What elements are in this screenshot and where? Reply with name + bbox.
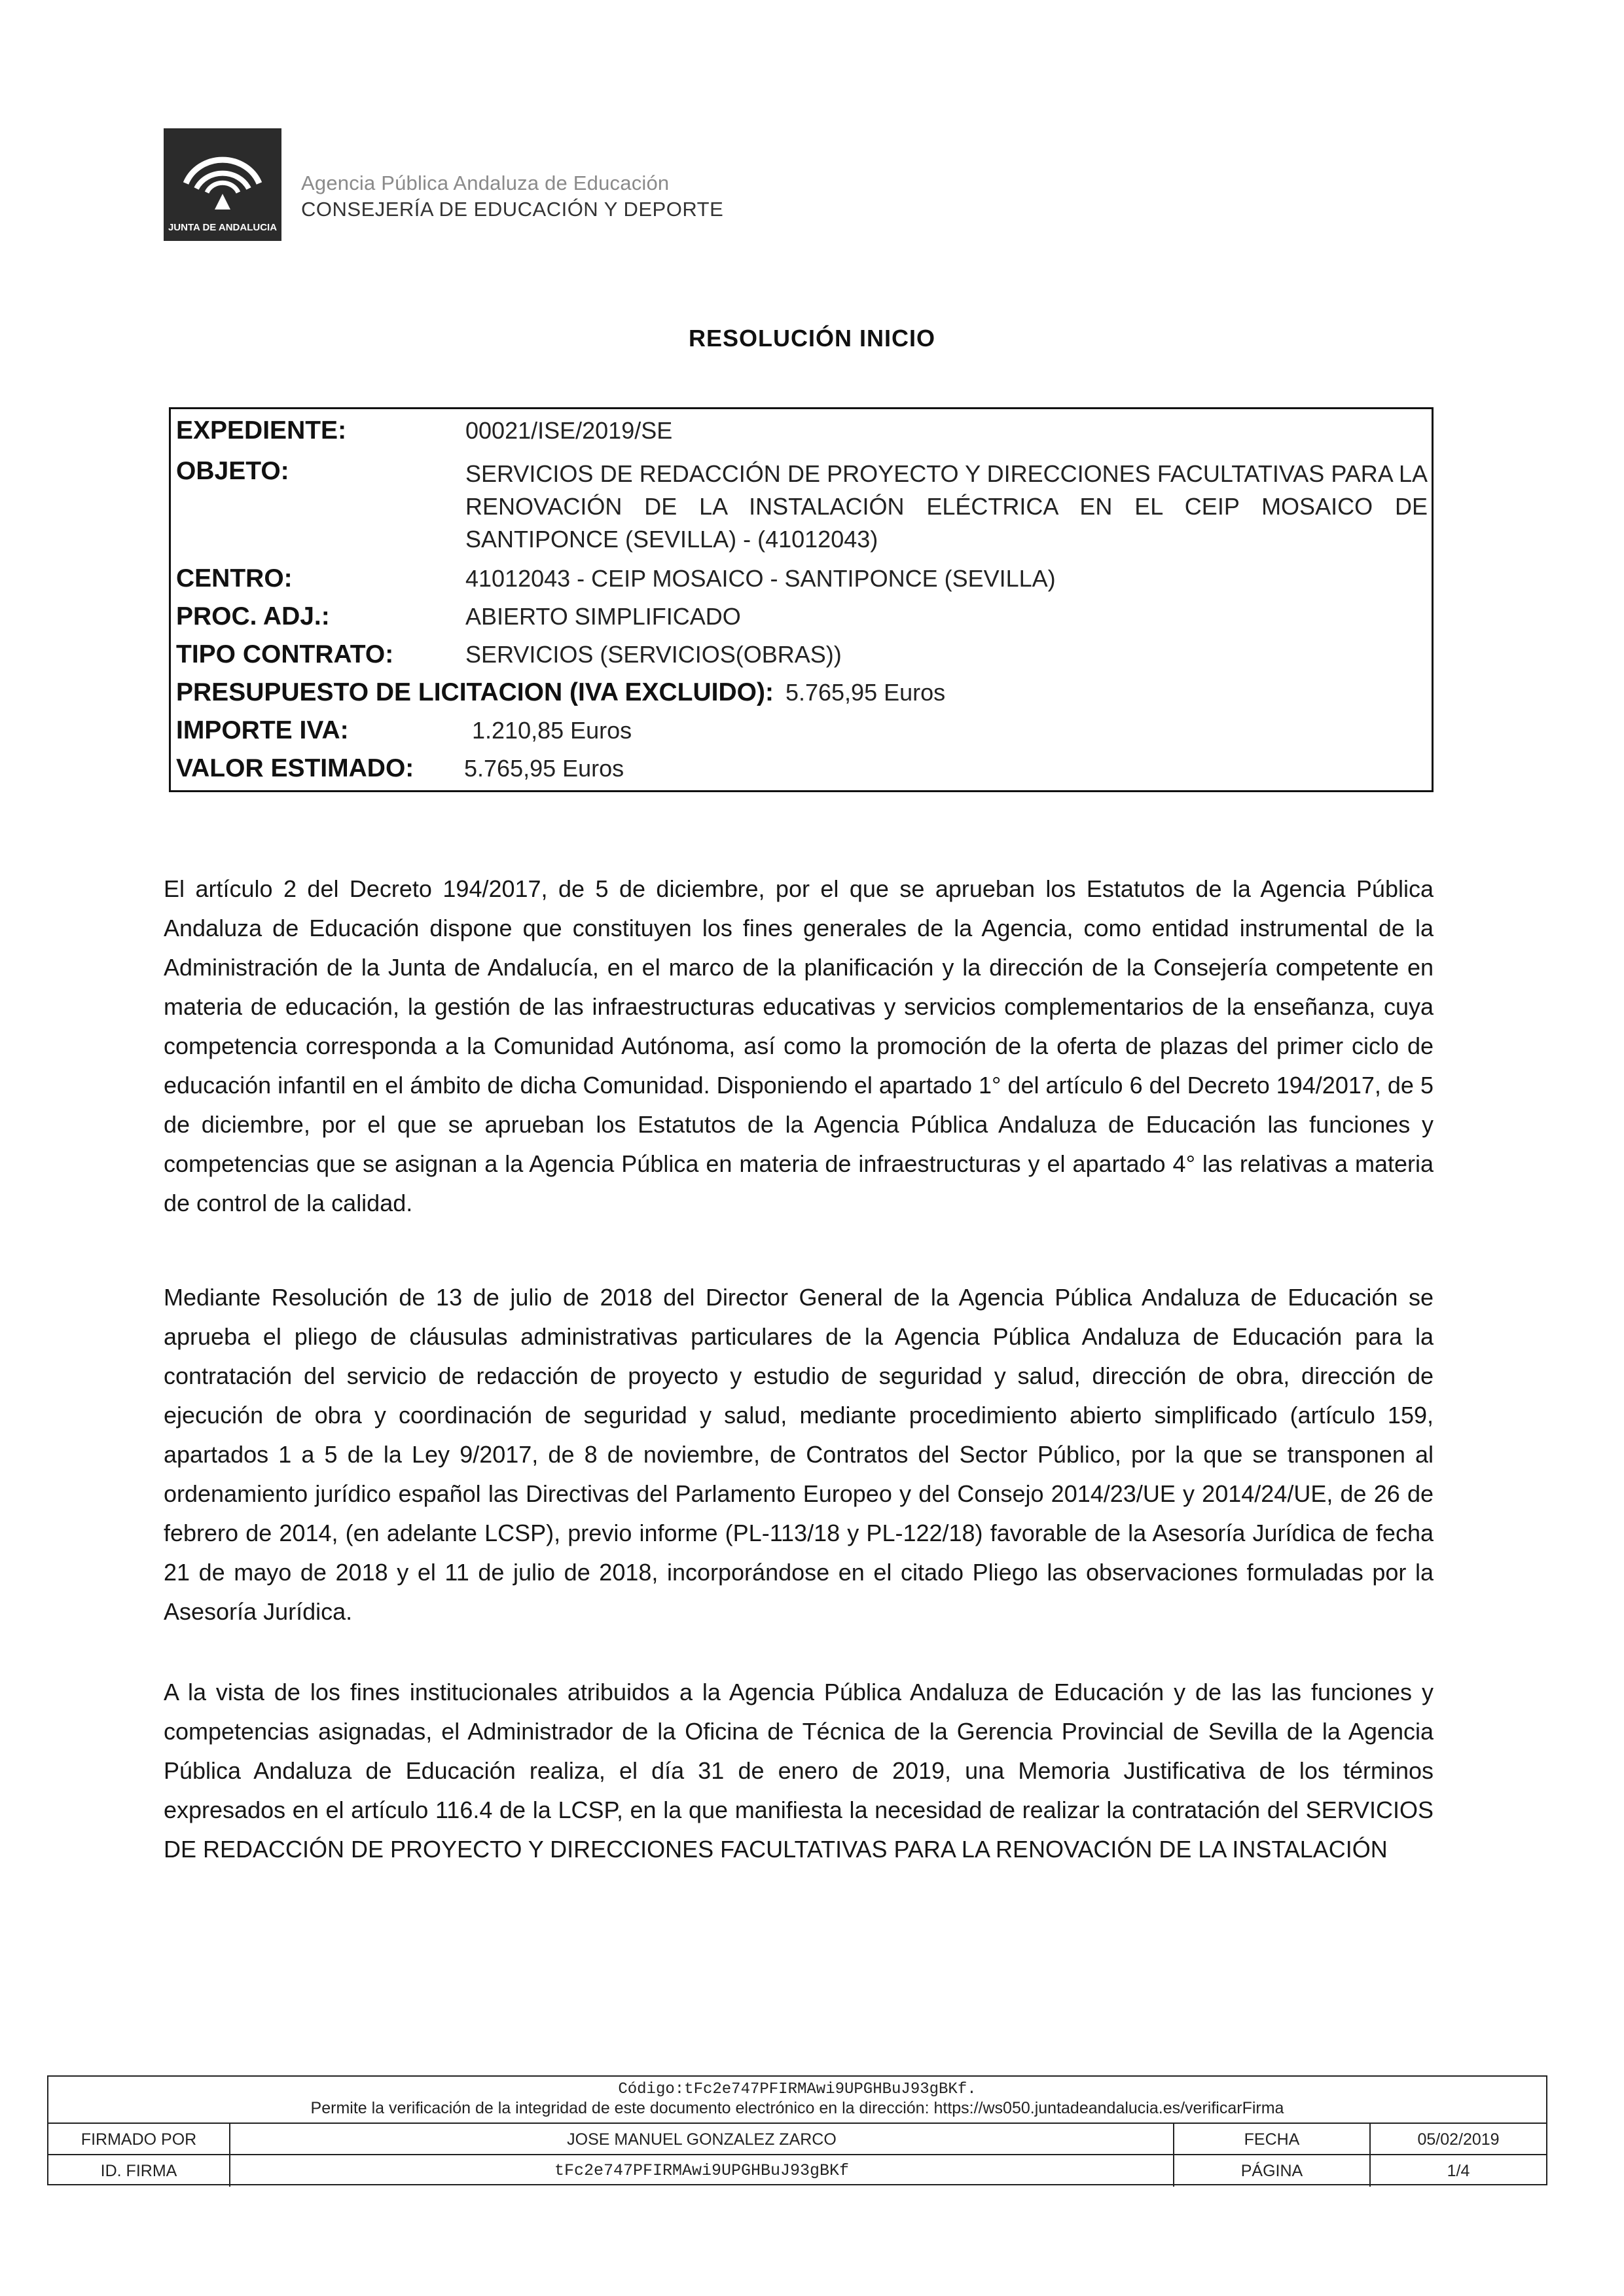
- junta-de-andalucia-logo: [164, 128, 281, 241]
- importe-iva-value: 1.210,85 Euros: [472, 717, 632, 744]
- date-value: 05/02/2019: [1369, 2124, 1546, 2155]
- signature-id-row: [48, 2154, 1546, 2187]
- signature-footer: [47, 2075, 1547, 2185]
- tipo-contrato-value: SERVICIOS (SERVICIOS(OBRAS)): [465, 641, 842, 668]
- verification-code: Código:tFc2e747PFIRMAwi9UPGHBuJ93gBKf.: [618, 2081, 977, 2098]
- signature-id-value: tFc2e747PFIRMAwi9UPGHBuJ93gBKf: [229, 2155, 1173, 2187]
- paragraph-3-text: A la vista de los fines institucionales atribuidos a la Agencia Pública Andaluza de Educación y de las las funciones y competencias asignadas, el Administrador de la Oficina de Técnica de la Gerencia Provincial de Sevilla de la Agencia Pública Andaluza de Educación realiza, el día 31 de enero de 2019, una Memoria Justificativa de los términos expresados en el artículo 116.4 de la LCSP, en la que manifiesta la necesidad de realizar la contratación del SERVICIOS DE REDACCIÓN DE PROYECTO Y DIRECCIONES FACULTATIVAS PARA LA RENOVACIÓN DE LA INSTALACIÓN: [164, 1679, 1434, 1863]
- document-title: RESOLUCIÓN INICIO: [688, 325, 936, 352]
- ministry-name: CONSEJERÍA DE EDUCACIÓN Y DEPORTE: [301, 198, 724, 221]
- paragraph-3: [164, 1673, 1434, 1869]
- paragraph-1: [164, 869, 1434, 1223]
- logo-text: JUNTA DE ANDALUCIA: [168, 222, 278, 233]
- date-label: FECHA: [1173, 2124, 1369, 2155]
- signed-by-row: [48, 2123, 1546, 2155]
- expediente-value: 00021/ISE/2019/SE: [465, 417, 673, 444]
- proc-adj-label: PROC. ADJ.:: [176, 602, 330, 630]
- signature-id-label: ID. FIRMA: [100, 2162, 177, 2180]
- logo-emblem-icon: [164, 128, 281, 241]
- page-number: 1/4: [1369, 2155, 1546, 2187]
- summary-box: [169, 407, 1434, 792]
- paragraph-1-text: El artículo 2 del Decreto 194/2017, de 5 de diciembre, por el que se aprueban los Estatutos de la Agencia Pública Andaluza de Educación dispone que constituyen los fines generales de la Agencia, como entidad instrumental de la Administración de la Junta de Andalucía, en el marco de la planificación y la dirección de la Consejería competente en materia de educación, la gestión de las infraestructuras educativas y servicios complementarios de la enseñanza, cuya competencia corresponda a la Comunidad Autónoma, así como la promoción de la oferta de plazas del primer ciclo de educación infantil en el ámbito de dicha Comunidad. Disponiendo el apartado 1° del artículo 6 del Decreto 194/2017, de 5 de diciembre, por el que se aprueban los Estatutos de la Agencia Pública Andaluza de Educación las funciones y competencias que se asignan a la Agencia Pública en materia de infraestructuras y el apartado 4° las relativas a materia de control de la calidad.: [164, 875, 1434, 1216]
- signed-by-label: FIRMADO POR: [81, 2130, 197, 2149]
- valor-estimado-value: 5.765,95 Euros: [464, 755, 624, 782]
- agency-name: Agencia Pública Andaluza de Educación: [301, 172, 670, 194]
- presupuesto-row: [176, 676, 945, 709]
- presupuesto-value: 5.765,95 Euros: [785, 679, 946, 706]
- paragraph-2: [164, 1278, 1434, 1631]
- tipo-contrato-label: TIPO CONTRATO:: [176, 640, 394, 668]
- centro-value: 41012043 - CEIP MOSAICO - SANTIPONCE (SEVILLA): [465, 565, 1056, 592]
- page-label: PÁGINA: [1173, 2155, 1369, 2187]
- verification-notice: Permite la verificación de la integridad de este documento electrónico en la dirección: https://ws050.juntadeandalucia.es/verificarFirma: [310, 2099, 1284, 2117]
- signed-by-value: JOSE MANUEL GONZALEZ ZARCO: [229, 2124, 1173, 2155]
- expediente-label: EXPEDIENTE:: [176, 416, 347, 445]
- presupuesto-label: PRESUPUESTO DE LICITACION (IVA EXCLUIDO):: [176, 678, 774, 706]
- centro-label: CENTRO:: [176, 564, 293, 592]
- paragraph-2-text: Mediante Resolución de 13 de julio de 2018 del Director General de la Agencia Pública Andaluza de Educación se aprueba el pliego de cláusulas administrativas particulares de la Agencia Pública Andaluza de Educación para la contratación del servicio de redacción de proyecto y estudio de seguridad y salud, dirección de obra, dirección de ejecución de obra y coordinación de seguridad y salud, mediante procedimiento abierto simplificado (artículo 159, apartados 1 a 5 de la Ley 9/2017, de 8 de noviembre, de Contratos del Sector Público, por la que se transponen al ordenamiento jurídico español las Directivas del Parlamento Europeo y del Consejo 2014/23/UE y 2014/24/UE, de 26 de febrero de 2014, (en adelante LCSP), previo informe (PL-113/18 y PL-122/18) favorable de la Asesoría Jurídica de fecha 21 de mayo de 2018 y el 11 de julio de 2018, incorporándose en el citado Pliego las observaciones formuladas por la Asesoría Jurídica.: [164, 1284, 1434, 1625]
- agency-block: [301, 172, 723, 221]
- valor-estimado-label: VALOR ESTIMADO:: [176, 754, 414, 782]
- importe-iva-label: IMPORTE IVA:: [176, 716, 349, 744]
- objeto-label: OBJETO:: [176, 457, 289, 485]
- proc-adj-value: ABIERTO SIMPLIFICADO: [465, 603, 741, 630]
- objeto-value: SERVICIOS DE REDACCIÓN DE PROYECTO Y DIRECCIONES FACULTATIVAS PARA LA RENOVACIÓN DE LA INSTALACIÓN ELÉCTRICA EN EL CEIP MOSAICO DE SANTIPONCE (SEVILLA) - (41012043): [465, 460, 1428, 553]
